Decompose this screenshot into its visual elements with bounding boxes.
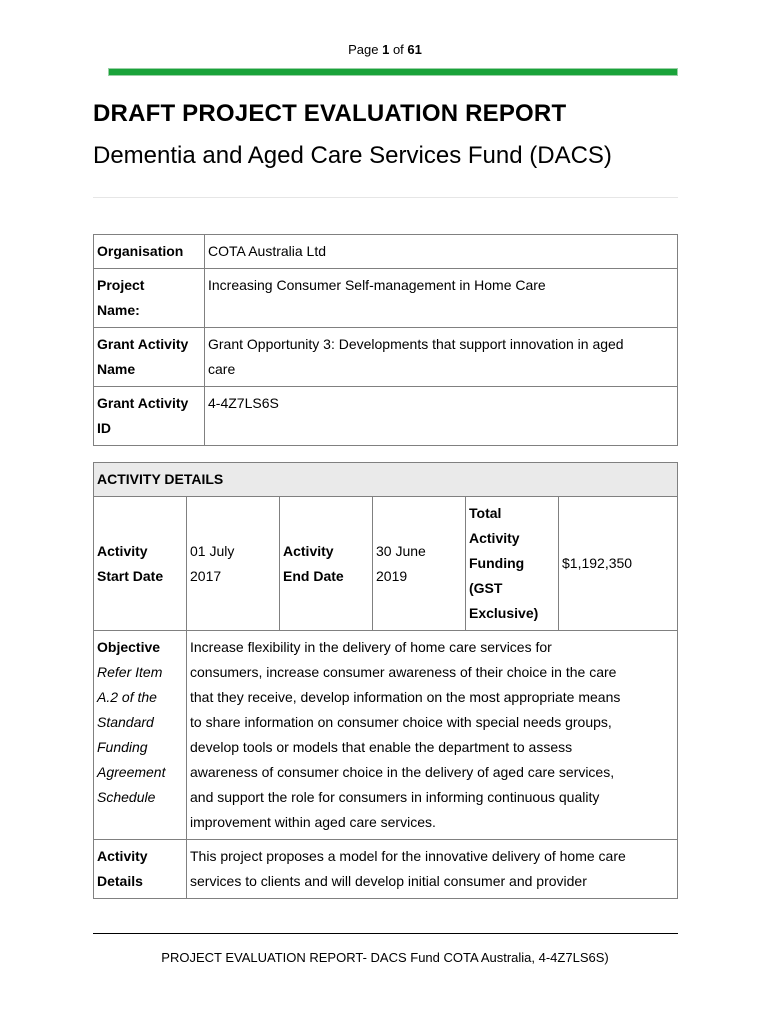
table-row: [94, 328, 678, 387]
table-row: [94, 631, 678, 840]
activity-details-text: This project proposes a model for the innovative delivery of home care services to clients and will develop initial consumer and provider: [187, 840, 678, 899]
header-accent-bar: [108, 68, 678, 76]
table-row: [94, 387, 678, 446]
activity-end-label: Activity End Date: [280, 497, 373, 631]
grant-activity-id-label: Grant Activity ID: [94, 387, 205, 446]
divider: [93, 197, 678, 198]
activity-details-heading: ACTIVITY DETAILS: [94, 463, 678, 497]
total-funding-label: Total Activity Funding (GST Exclusive): [466, 497, 559, 631]
grant-activity-name-value: Grant Opportunity 3: Developments that support innovation in aged care: [205, 328, 678, 387]
activity-details-label: Activity Details: [94, 840, 187, 899]
total-funding-value: $1,192,350: [559, 497, 678, 631]
table-row: [94, 463, 678, 497]
grant-activity-id-value: 4-4Z7LS6S: [205, 387, 678, 446]
document-title: DRAFT PROJECT EVALUATION REPORT: [93, 100, 567, 127]
table-row: [94, 269, 678, 328]
page-number: Page 1 of 61: [348, 42, 422, 57]
activity-start-value: 01 July 2017: [187, 497, 280, 631]
document-subtitle: Dementia and Aged Care Services Fund (DACS): [93, 142, 612, 169]
project-info-table: [93, 234, 678, 446]
activity-start-label: Activity Start Date: [94, 497, 187, 631]
page-footer: PROJECT EVALUATION REPORT- DACS Fund COTA Australia, 4-4Z7LS6S): [161, 950, 609, 965]
table-row: [94, 497, 678, 631]
organisation-value: COTA Australia Ltd: [205, 235, 678, 269]
activity-end-value: 30 June 2019: [373, 497, 466, 631]
project-name-label: Project Name:: [94, 269, 205, 328]
activity-details-table: [93, 462, 678, 899]
objective-label: Objective Refer Item A.2 of the Standard Funding Agreement Schedule: [94, 631, 187, 840]
organisation-label: Organisation: [94, 235, 205, 269]
objective-text: Increase flexibility in the delivery of home care services for consumers, increase consumer awareness of their choice in the care that they receive, develop information on the most appropriate means to share information on consumer choice with special needs groups, develop tools or models that enable the department to assess awareness of consumer choice in the delivery of aged care services, and support the role for consumers in informing continuous quality improvement within aged care services.: [187, 631, 678, 840]
project-name-value: Increasing Consumer Self-management in Home Care: [205, 269, 678, 328]
table-row: [94, 840, 678, 899]
grant-activity-name-label: Grant Activity Name: [94, 328, 205, 387]
table-row: [94, 235, 678, 269]
footer-divider: [93, 933, 678, 934]
